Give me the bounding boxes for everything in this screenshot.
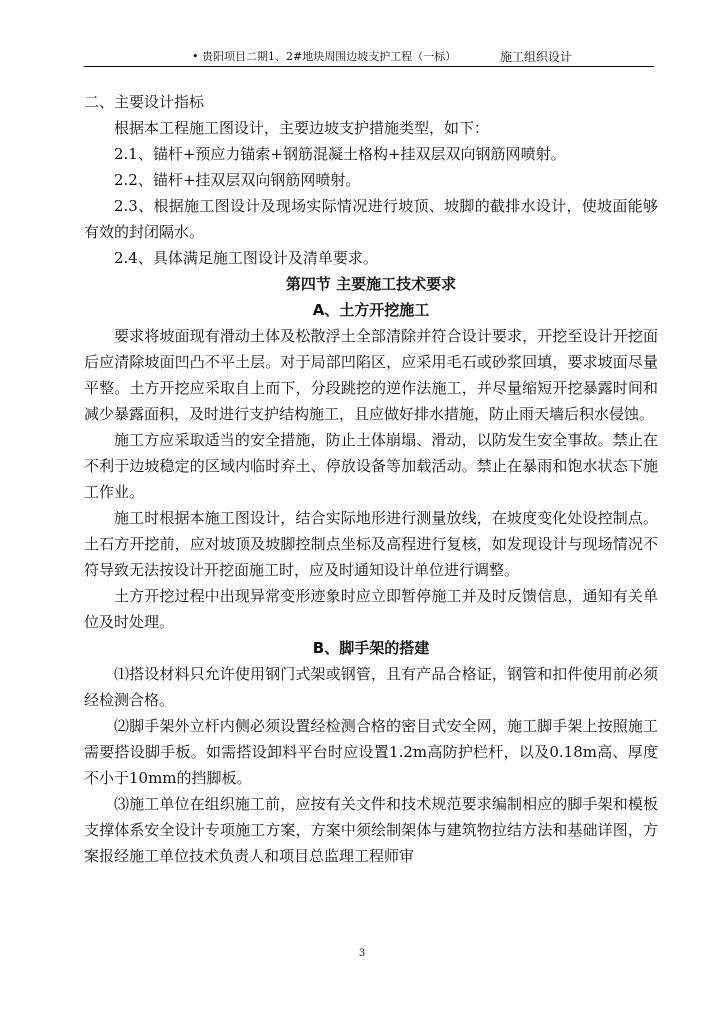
earthwork-paragraph-4: 土方开挖过程中出现异常变形迹象时应立即暂停施工并及时反馈信息，通知有关单位及时处理。 — [84, 587, 658, 631]
page-number: 3 — [358, 948, 366, 959]
page-header — [84, 48, 654, 67]
design-item-2-4: 2.4、具体满足施工图设计及清单要求。 — [114, 249, 378, 267]
earthwork-paragraph-2: 施工方应采取适当的安全措施，防止土体崩塌、滑动，以防发生安全事故。禁止在不利于边坡稳定的区域内临时弃土、停放设备等加载活动。禁止在暴雨和饱水状态下施工作业。 — [84, 431, 658, 501]
earthwork-paragraph-1: 要求将坡面现有滑动土体及松散浮土全部清除并符合设计要求，开挖至设计开挖面后应清除坡面凹凸不平土层。对于局部凹陷区，应采用毛石或砂浆回填，要求坡面尽量平整。土方开挖应采取自上而下，分段跳挖的逆作法施工，并尽量缩短开挖暴露时间和减少暴露面积，及时进行支护结构施工，且应做好排水措施，防止雨天墙后积水侵蚀。 — [84, 327, 658, 423]
design-item-2-1: 2.1、锚杆+预应力锚索+钢筋混凝土格构+挂双层双向钢筋网喷射。 — [114, 145, 566, 163]
section-title-construction-requirements: 第四节 主要施工技术要求 — [285, 275, 457, 293]
scaffolding-paragraph-3: ⑶施工单位在组织施工前，应按有关文件和技术规范要求编制相应的脚手架和模板支撑体系安全设计专项施工方案，方案中须绘制架体与建筑物拉结方法和基础详图，方案报经施工单位技术负责人和项目总监理工程师审 — [84, 795, 658, 865]
scaffolding-paragraph-1: ⑴搭设材料只允许使用钢门式架或钢管，且有产品合格证，钢管和扣件使用前必须经检测合格。 — [84, 665, 658, 709]
design-intro-paragraph: 根据本工程施工图设计，主要边坡支护措施类型，如下： — [114, 119, 490, 137]
page-body — [84, 89, 658, 869]
subsection-title-scaffolding: B、脚手架的搭建 — [312, 639, 430, 657]
earthwork-paragraph-3: 施工时根据本施工图设计，结合实际地形进行测量放线，在坡度变化处设控制点。土石方开挖前，应对坡顶及坡脚控制点坐标及高程进行复核，如发现设计与现场情况不符导致无法按设计开挖面施工时，应及时通知设计单位进行调整。 — [84, 509, 658, 579]
header-document-type: 施工组织设计 — [500, 50, 573, 64]
section-heading-design-indicators: 二、主要设计指标 — [84, 93, 205, 111]
design-item-2-2: 2.2、锚杆+挂双层双向钢筋网喷射。 — [114, 171, 361, 189]
design-item-2-3: 2.3、根据施工图设计及现场实际情况进行坡顶、坡脚的截排水设计，使坡面能够有效的封闭隔水。 — [84, 197, 658, 241]
subsection-title-earthwork: A、土方开挖施工 — [312, 301, 430, 319]
header-project-title: • 贵阳项目二期1、2#地块周围边坡支护工程（一标） — [192, 50, 457, 63]
scaffolding-paragraph-2: ⑵脚手架外立杆内侧必须设置经检测合格的密目式安全网，施工脚手架上按照施工需要搭设脚手板。如需搭设卸料平台时应设置1.2m高防护栏杆，以及0.18m高、厚度不小于10mm的挡脚板。 — [84, 717, 658, 787]
